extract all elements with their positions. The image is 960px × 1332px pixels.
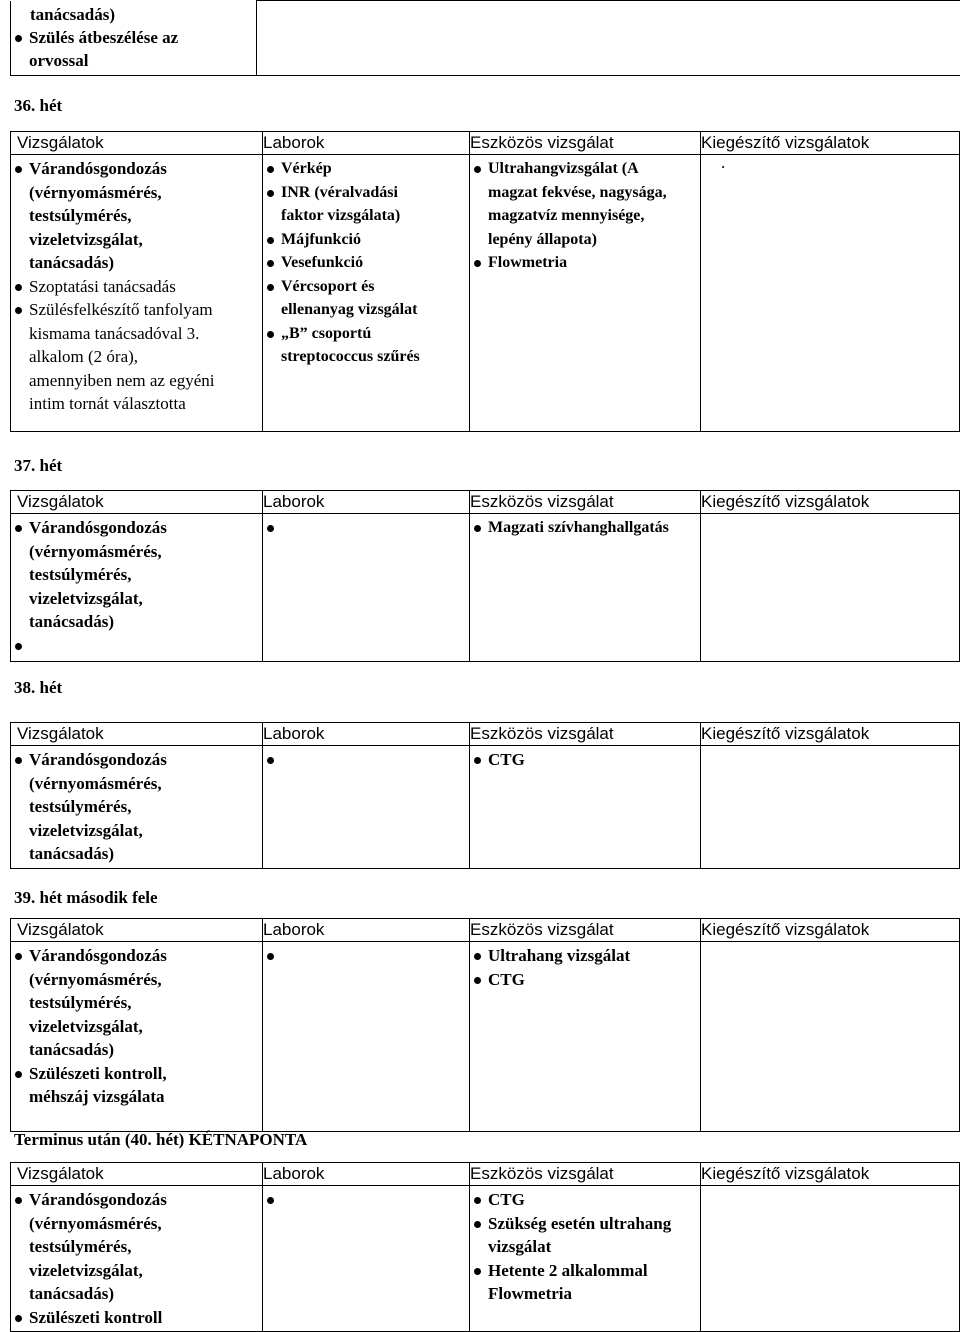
- header-kiegeszito: Kiegészítő vizsgálatok: [701, 132, 960, 155]
- list-item: Vérkép: [263, 157, 443, 181]
- header-vizsgalatok: Vizsgálatok: [11, 723, 263, 746]
- w37-col4-cell: [701, 514, 960, 662]
- list-item: INR (véralvadási faktor vizsgálata): [263, 181, 443, 228]
- stray-dot: .: [721, 153, 725, 173]
- w36-col1-cell: [11, 155, 263, 432]
- list-item: Várandósgondozás (vérnyomásmérés, testsúlymérés, vizeletvizsgálat, tanácsadás): [11, 157, 216, 275]
- week-37-table: [10, 490, 960, 662]
- w36-col3-cell: [470, 155, 701, 432]
- list-item: Szoptatási tanácsadás: [11, 275, 216, 299]
- list-item: Vesefunkció: [263, 251, 443, 275]
- list-item: Hetente 2 alkalommal Flowmetria: [470, 1259, 680, 1306]
- header-vizsgalatok: Vizsgálatok: [11, 132, 263, 155]
- header-kiegeszito: Kiegészítő vizsgálatok: [701, 723, 960, 746]
- list-item: Szülésfelkészítő tanfolyam kismama tanácsadóval 3. alkalom (2 óra), amennyiben nem az egyéni intim tornát választotta: [11, 298, 217, 416]
- header-eszkozos: Eszközös vizsgálat: [470, 1163, 701, 1186]
- header-eszkozos: Eszközös vizsgálat: [470, 491, 701, 514]
- top-empty-cell: [257, 1, 960, 76]
- list-item: Várandósgondozás (vérnyomásmérés, testsúlymérés, vizeletvizsgálat, tanácsadás): [11, 1188, 216, 1306]
- w37-col2-cell: [263, 514, 470, 662]
- header-vizsgalatok: Vizsgálatok: [11, 1163, 263, 1186]
- header-laborok: Laborok: [263, 723, 470, 746]
- top-continuation-table: [10, 0, 960, 76]
- list-item: Vércsoport és ellenanyag vizsgálat: [263, 275, 443, 322]
- list-item: Magzati szívhanghallgatás: [470, 516, 670, 540]
- w40-col3-cell: [470, 1186, 701, 1332]
- list-item: [263, 944, 469, 968]
- section-title-38: 38. hét: [14, 678, 62, 698]
- w39-col1-cell: [11, 942, 263, 1132]
- header-laborok: Laborok: [263, 919, 470, 942]
- section-title-40: Terminus után (40. hét) KÉTNAPONTA: [14, 1130, 307, 1150]
- header-kiegeszito: Kiegészítő vizsgálatok: [701, 919, 960, 942]
- header-eszkozos: Eszközös vizsgálat: [470, 723, 701, 746]
- header-laborok: Laborok: [263, 1163, 470, 1186]
- list-item: [11, 634, 216, 658]
- w38-col3-cell: [470, 746, 701, 869]
- list-item: [263, 516, 469, 540]
- list-item: Ultrahang vizsgálat: [470, 944, 700, 968]
- w39-col3-cell: [470, 942, 701, 1132]
- list-item: Szülészeti kontroll, méhszáj vizsgálata: [11, 1062, 204, 1109]
- list-item: Flowmetria: [470, 251, 675, 275]
- list-item: CTG: [470, 968, 700, 992]
- list-item: Ultrahangvizsgálat (A magzat fekvése, nagysága, magzatvíz mennyisége, lepény állapota): [470, 157, 675, 251]
- section-title-37: 37. hét: [14, 456, 62, 476]
- list-item: Májfunkció: [263, 228, 443, 252]
- header-eszkozos: Eszközös vizsgálat: [470, 919, 701, 942]
- w38-col2-cell: [263, 746, 470, 869]
- header-vizsgalatok: Vizsgálatok: [11, 919, 263, 942]
- w38-col4-cell: [701, 746, 960, 869]
- list-item: [263, 1188, 469, 1212]
- list-item: CTG: [470, 1188, 680, 1212]
- w40-col1-cell: [11, 1186, 263, 1332]
- top-col1-cell: [11, 1, 257, 76]
- w38-col1-cell: [11, 746, 263, 869]
- list-item: „B” csoportú streptococcus szűrés: [263, 322, 426, 369]
- list-item: Várandósgondozás (vérnyomásmérés, testsúlymérés, vizeletvizsgálat, tanácsadás): [11, 516, 216, 634]
- header-laborok: Laborok: [263, 491, 470, 514]
- w37-col3-cell: [470, 514, 701, 662]
- list-item: Várandósgondozás (vérnyomásmérés, testsúlymérés, vizeletvizsgálat, tanácsadás): [11, 944, 216, 1062]
- section-title-39: 39. hét második fele: [14, 888, 158, 908]
- header-vizsgalatok: Vizsgálatok: [11, 491, 263, 514]
- week-36-table: [10, 131, 960, 432]
- list-item: Szükség esetén ultrahang vizsgálat: [470, 1212, 680, 1259]
- list-item: Szülés átbeszélése az orvossal: [11, 26, 219, 73]
- w39-col4-cell: [701, 942, 960, 1132]
- header-eszkozos: Eszközös vizsgálat: [470, 132, 701, 155]
- list-item: Várandósgondozás (vérnyomásmérés, testsúlymérés, vizeletvizsgálat, tanácsadás): [11, 748, 216, 866]
- list-item: Szülészeti kontroll: [11, 1306, 216, 1330]
- header-laborok: Laborok: [263, 132, 470, 155]
- w40-col2-cell: [263, 1186, 470, 1332]
- list-item: [263, 748, 469, 772]
- section-title-36: 36. hét: [14, 96, 62, 116]
- w40-col4-cell: [701, 1186, 960, 1332]
- week-38-table: [10, 722, 960, 869]
- w36-col4-cell: [701, 155, 960, 432]
- top-continuation-text: tanácsadás): [11, 1, 256, 26]
- w37-col1-cell: [11, 514, 263, 662]
- w36-col2-cell: [263, 155, 470, 432]
- week-39-table: [10, 918, 960, 1132]
- header-kiegeszito: Kiegészítő vizsgálatok: [701, 1163, 960, 1186]
- w39-col2-cell: [263, 942, 470, 1132]
- header-kiegeszito: Kiegészítő vizsgálatok: [701, 491, 960, 514]
- week-40-table: [10, 1162, 960, 1332]
- list-item: CTG: [470, 748, 700, 772]
